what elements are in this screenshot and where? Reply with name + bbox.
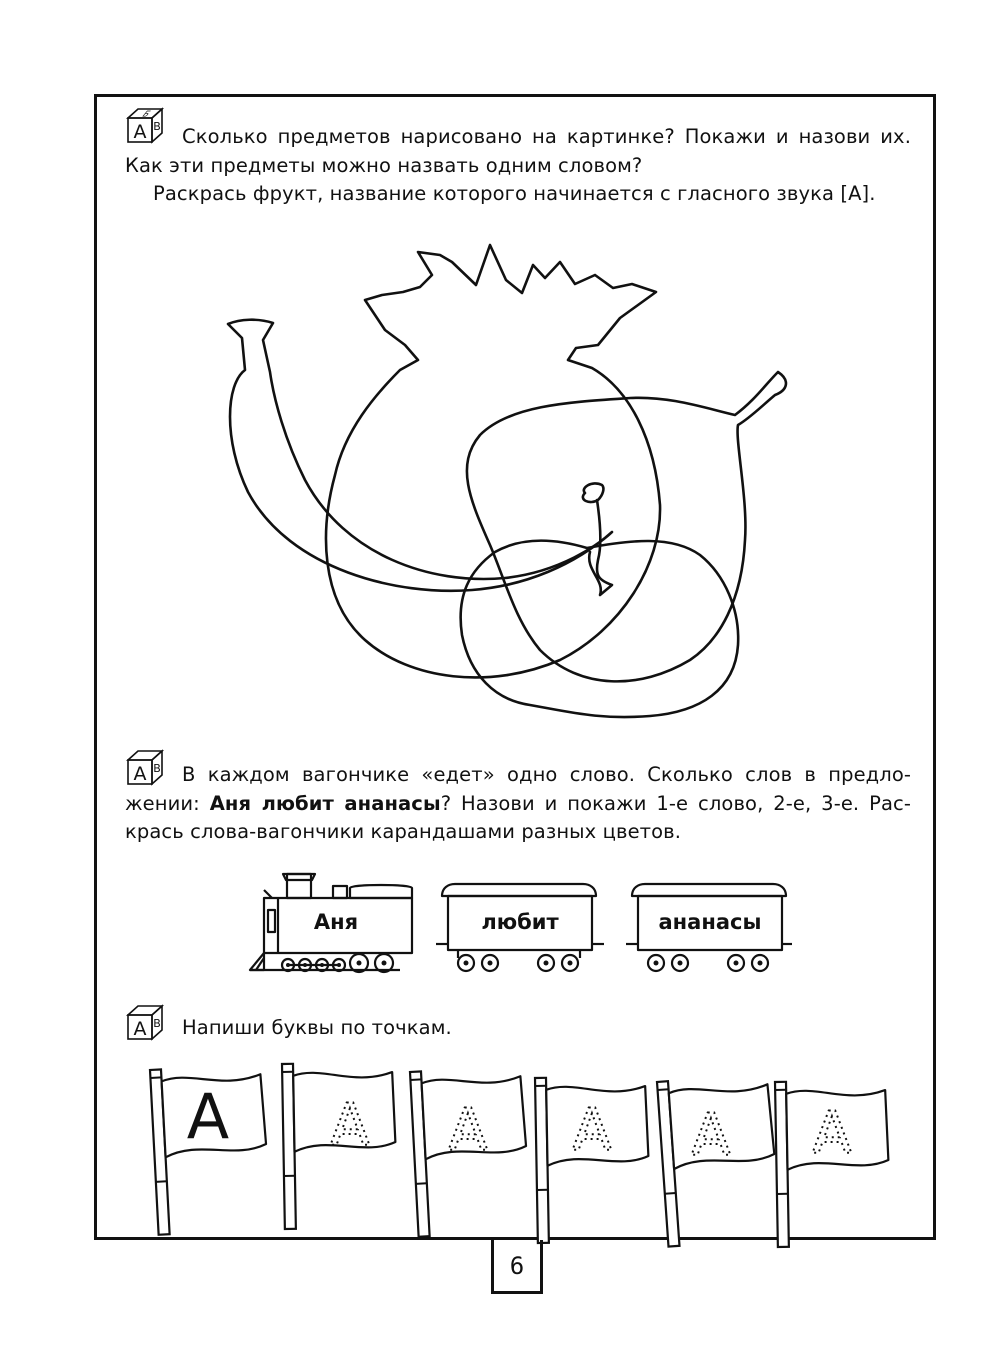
flag-letter-dotted: А (330, 1091, 370, 1159)
wagon-label-3: ананасы (658, 910, 762, 934)
task1-line2: Как эти предметы можно назвать одним словом? (125, 153, 643, 177)
task2-line3: крась слова-вагончики карандашами разных цветов. (125, 820, 682, 843)
svg-text:A: A (133, 1018, 147, 1040)
task2-sentence: Аня любит ананасы (209, 791, 441, 815)
flag-letter-dotted: А (812, 1099, 852, 1167)
flag-letter-dotted: А (572, 1096, 612, 1164)
svg-text:В: В (153, 120, 161, 133)
svg-text:Б: Б (139, 109, 153, 120)
flag-letter-dotted: А (448, 1096, 488, 1164)
svg-text:В: В (153, 1017, 161, 1030)
task2-line2-prefix: жении: (125, 791, 210, 815)
svg-text:A: A (133, 121, 147, 143)
task1-line3: Раскрась фрукт, название которого начинается с гласного звука [А]. (153, 182, 876, 205)
svg-text:A: A (133, 763, 147, 785)
task3-line: Напиши буквы по точкам. (182, 1016, 452, 1039)
svg-text:В: В (153, 762, 161, 775)
wagon-label-1: Аня (313, 910, 359, 934)
wagon-label-2: любит (481, 910, 559, 934)
flag-letter-solid: А (186, 1080, 230, 1153)
task1-line1: Сколько предметов нарисовано на картинке? Покажи и назови их. (182, 125, 911, 148)
page-number: 6 (491, 1240, 543, 1294)
flag-letter-dotted: А (691, 1101, 731, 1169)
task2-line1: В каждом вагончике «едет» одно слово. Сколько слов в предло- (182, 763, 911, 786)
task2-line2-suffix: ? Назови и покажи 1-е слово, 2-е, 3-е. Рас- (440, 791, 911, 815)
